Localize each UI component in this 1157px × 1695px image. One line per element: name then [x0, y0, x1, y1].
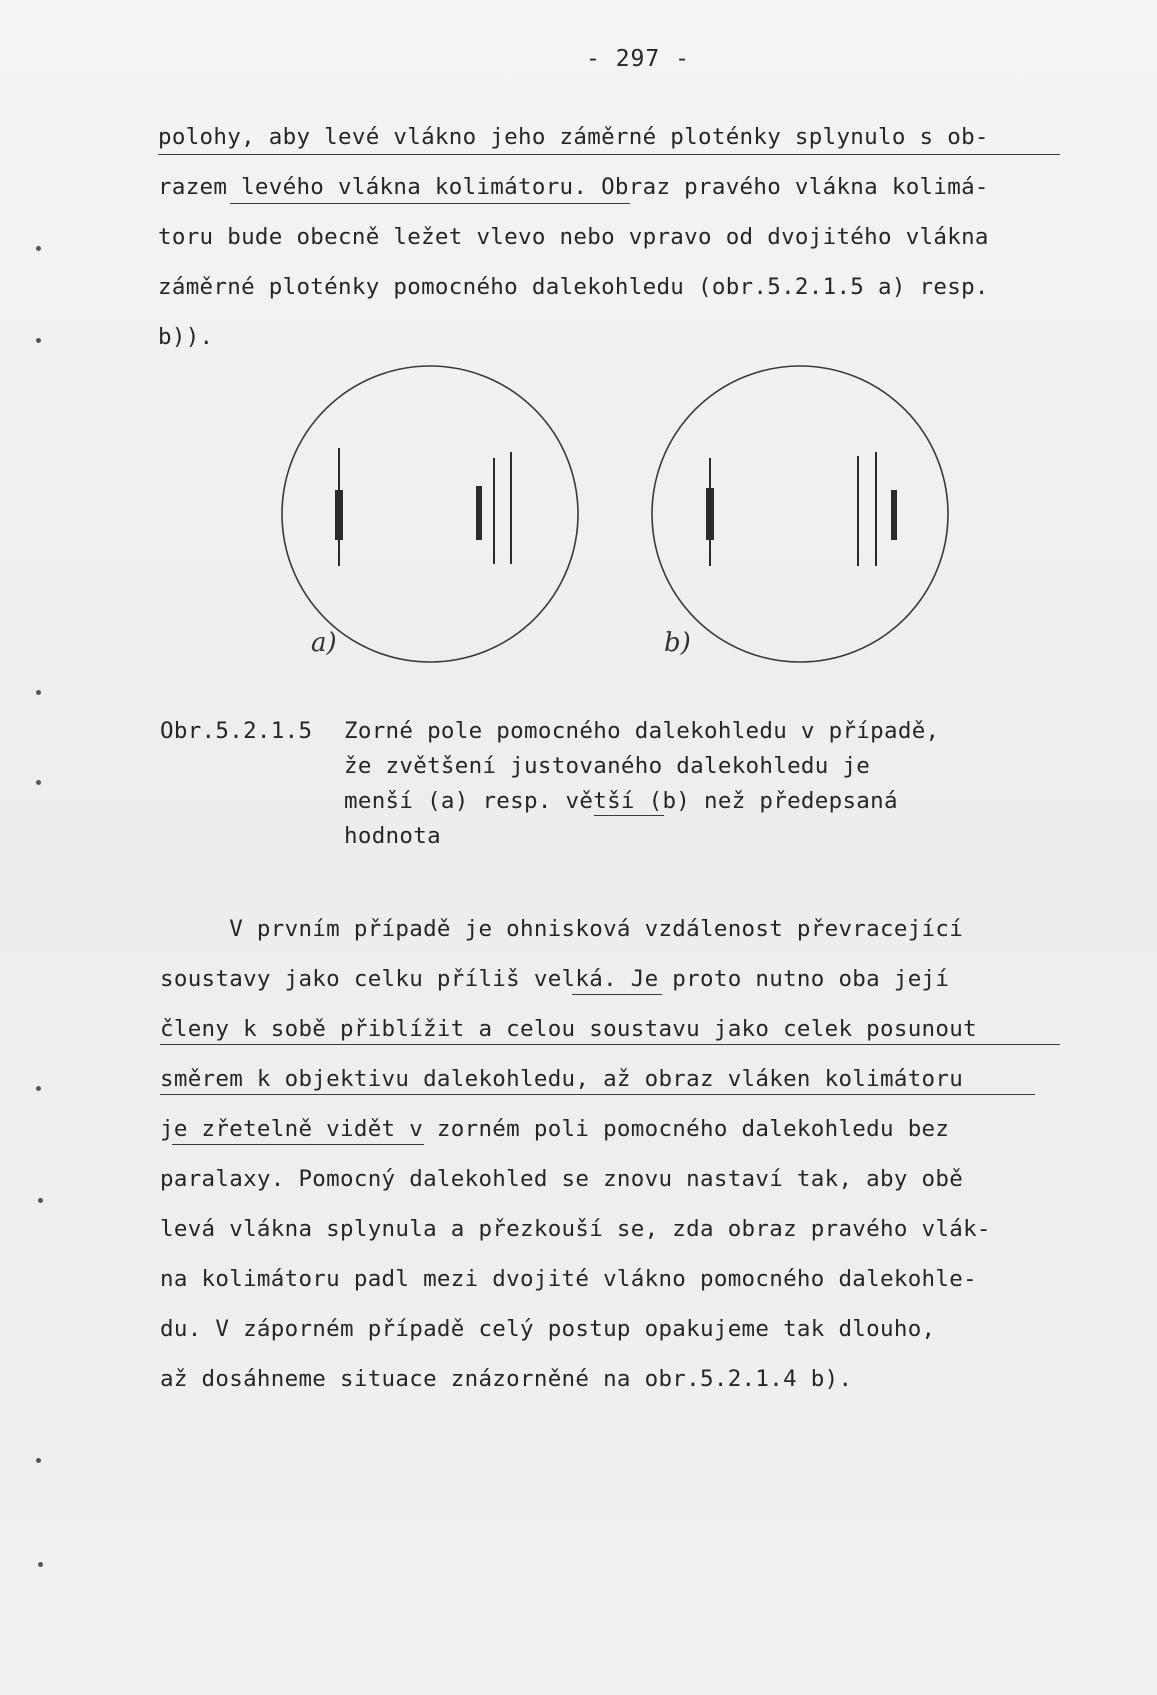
paragraph-2-line-6: paralaxy. Pomocný dalekohled se znovu nastaví tak, aby obě — [160, 1166, 964, 1192]
paragraph-2-line-3: členy k sobě přiblížit a celou soustavu jako celek posunout — [160, 1016, 977, 1042]
paragraph-1-line-1: polohy, aby levé vlákno jeho záměrné ploténky splynulo s ob- — [158, 124, 989, 150]
margin-speck — [38, 1562, 43, 1567]
field-of-view-figure — [0, 0, 1157, 700]
margin-speck — [36, 690, 41, 695]
margin-speck — [36, 1086, 41, 1091]
caption-line-2: že zvětšení justovaného dalekohledu je — [344, 753, 871, 779]
caption-ref: Obr.5.2.1.5 — [160, 718, 313, 744]
paragraph-2-line-2: soustavy jako celku příliš velká. Je proto nutno oba její — [160, 966, 950, 992]
paragraph-1-line-5: b)). — [158, 324, 214, 350]
pen-underline — [594, 815, 664, 816]
paragraph-2-line-9: du. V záporném případě celý postup opakujeme tak dlouho, — [160, 1316, 936, 1342]
caption-line-4: hodnota — [344, 823, 441, 849]
margin-speck — [36, 780, 41, 785]
page-number: - 297 - — [586, 46, 690, 72]
paragraph-2-line-10: až dosáhneme situace znázorněné na obr.5.2.1.4 b). — [160, 1366, 853, 1392]
pen-underline — [572, 994, 662, 995]
margin-speck — [36, 1458, 41, 1463]
caption-line-3: menší (a) resp. větší (b) než předepsaná — [344, 788, 898, 814]
pen-underline — [160, 1044, 1060, 1045]
paragraph-1-line-4: záměrné ploténky pomocného dalekohledu (obr.5.2.1.5 a) resp. — [158, 274, 989, 300]
caption-line-1: Zorné pole pomocného dalekohledu v případě, — [344, 718, 940, 744]
margin-speck — [36, 246, 41, 251]
field-of-view-circle-a — [282, 366, 578, 662]
paragraph-1-line-2: razem levého vlákna kolimátoru. Obraz pravého vlákna kolimá- — [158, 174, 989, 200]
field-of-view-circle-b — [652, 366, 948, 662]
figure-label-b: b) — [664, 628, 691, 658]
paragraph-1-line-3: toru bude obecně ležet vlevo nebo vpravo od dvojitého vlákna — [158, 224, 989, 250]
pen-underline — [650, 1094, 1035, 1095]
paragraph-2-line-5: je zřetelně vidět v zorném poli pomocného dalekohledu bez — [160, 1116, 950, 1142]
margin-speck — [36, 338, 41, 343]
paragraph-2-line-7: levá vlákna splynula a přezkouší se, zda obraz pravého vlák- — [160, 1216, 991, 1242]
paragraph-2-line-4: směrem k objektivu dalekohledu, až obraz vláken kolimátoru — [160, 1066, 964, 1092]
paragraph-2-line-8: na kolimátoru padl mezi dvojité vlákno pomocného dalekohle- — [160, 1266, 977, 1292]
margin-speck — [38, 1198, 43, 1203]
paragraph-2-line-1: V prvním případě je ohnisková vzdálenost převracející — [160, 916, 964, 942]
pen-underline — [160, 1094, 650, 1095]
pen-underline — [172, 1144, 424, 1145]
figure-label-a: a) — [311, 628, 337, 658]
